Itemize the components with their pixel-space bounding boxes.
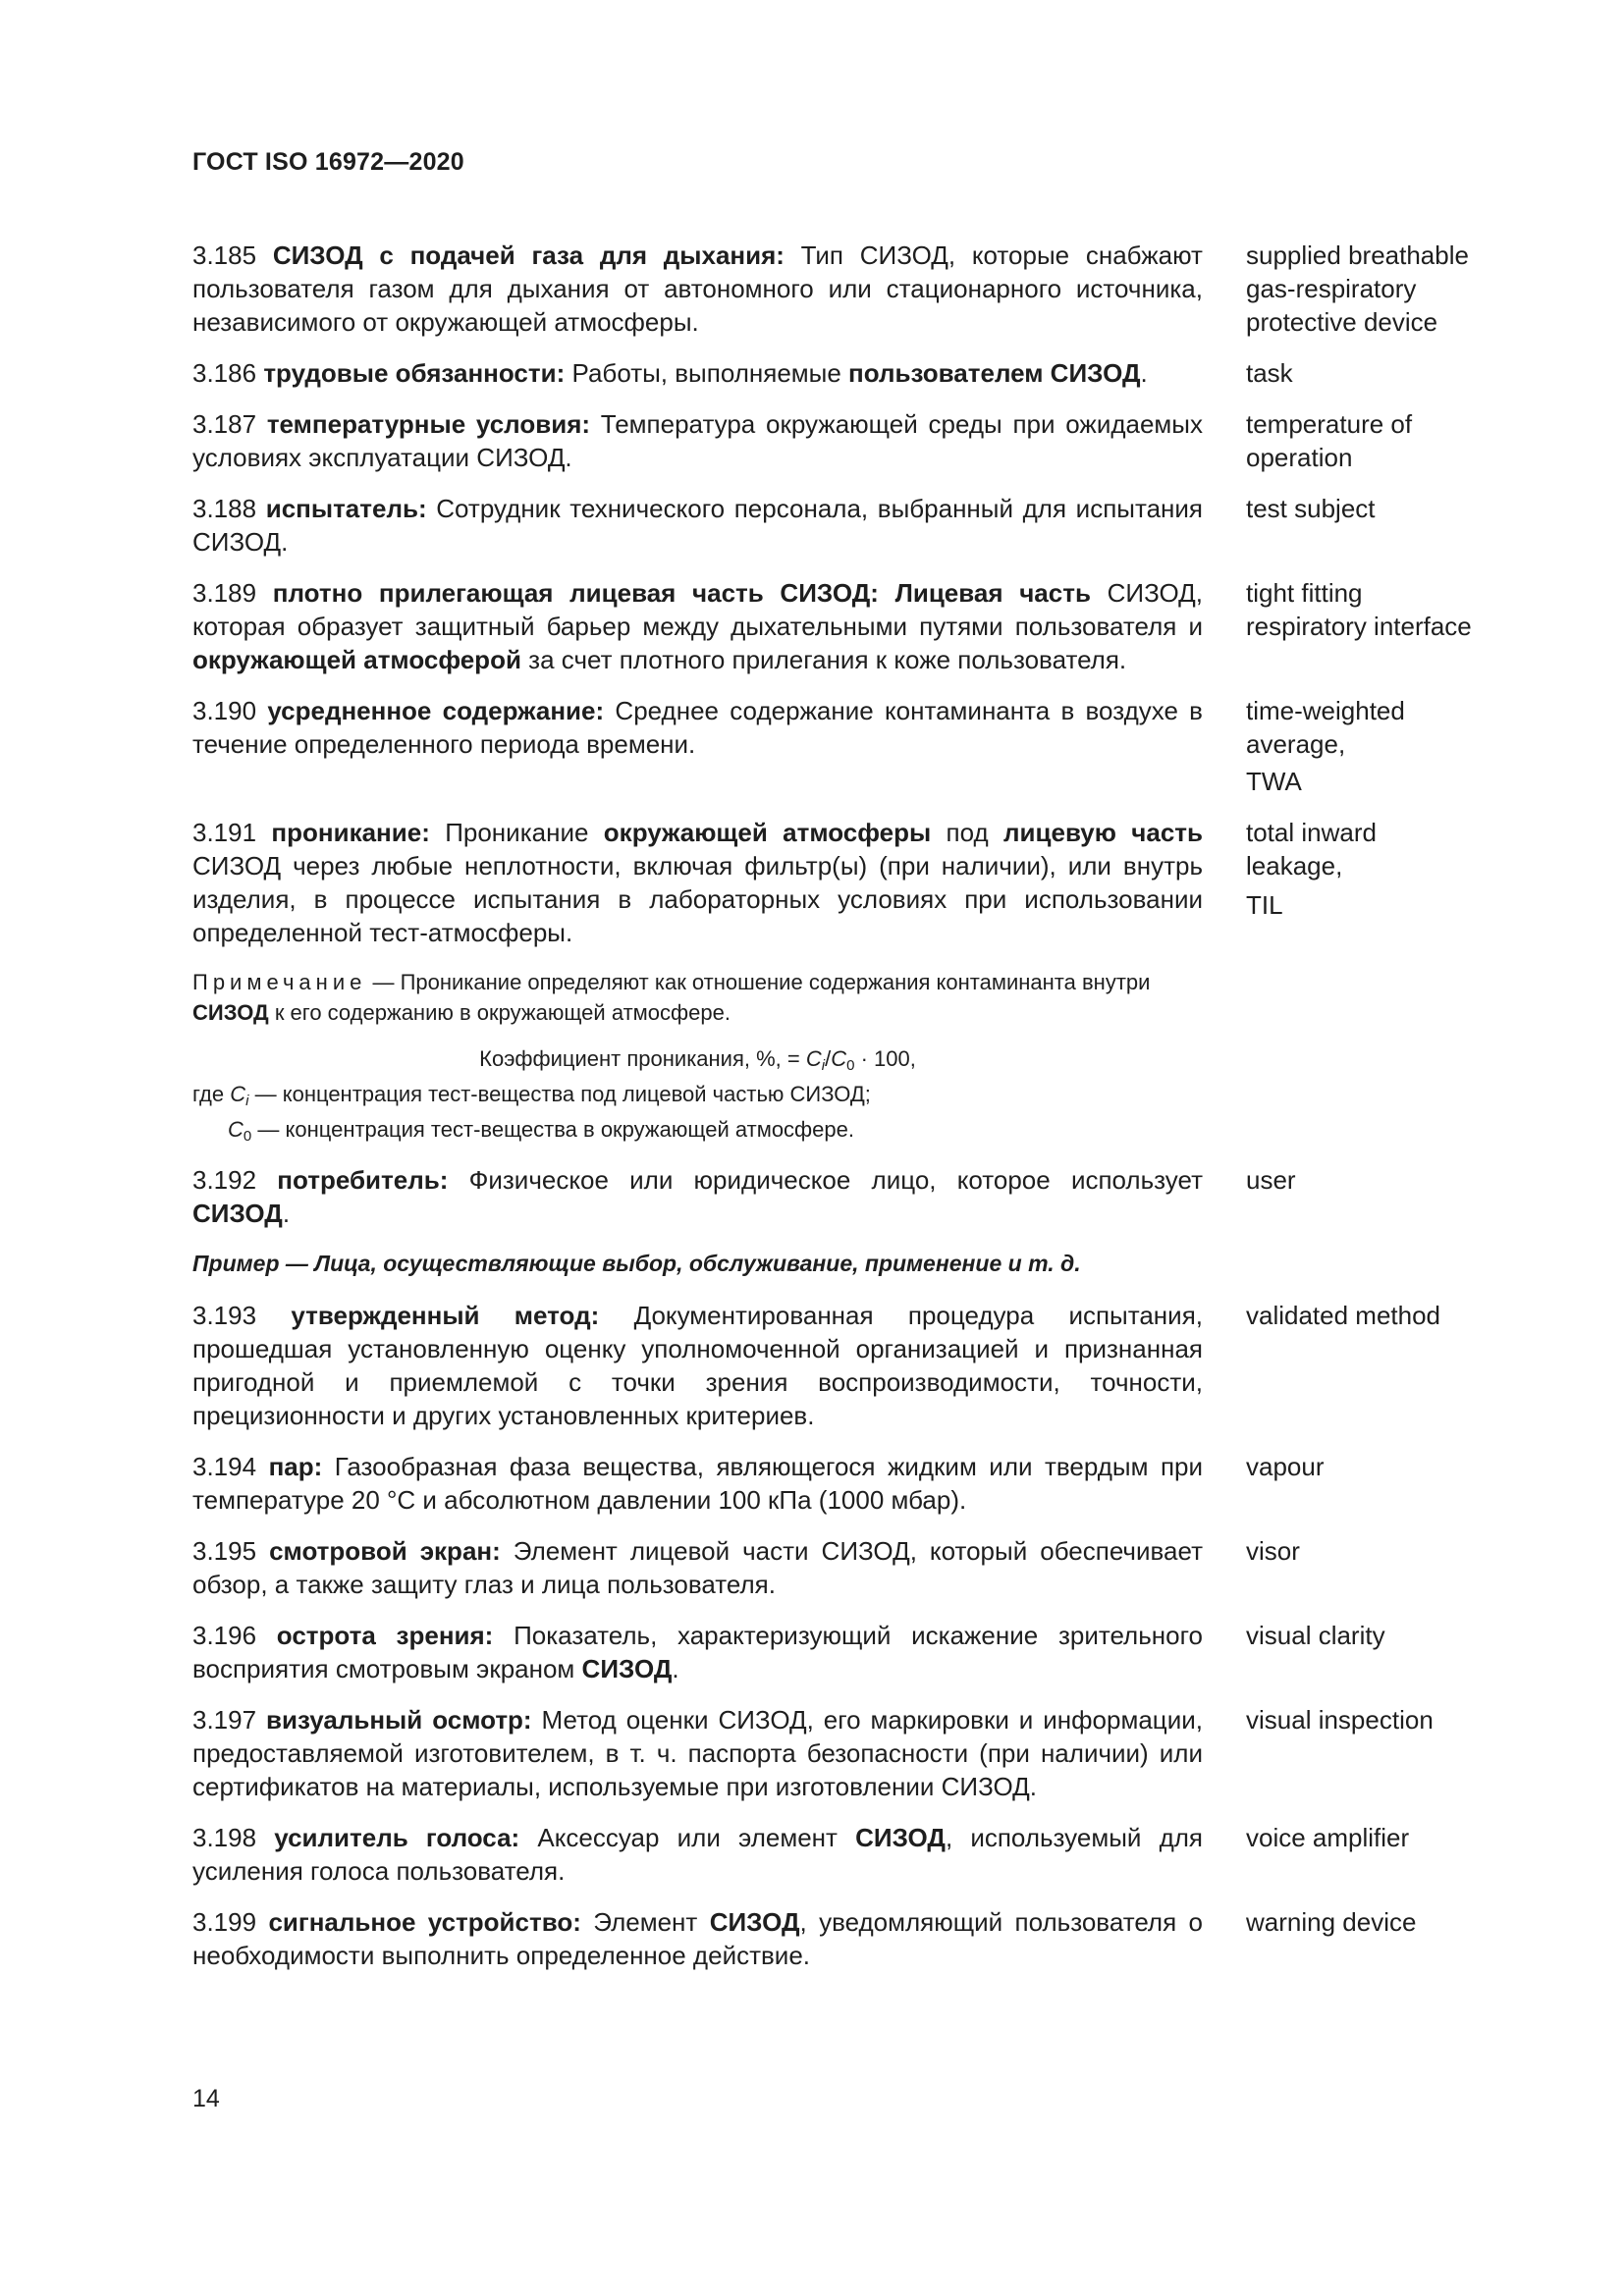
term-english: visual clarity: [1246, 1621, 1385, 1650]
term-entry-3-199: [192, 1905, 1500, 1972]
term-entry-3-197: [192, 1703, 1500, 1803]
term-definition: 3.188 испытатель: Сотрудник технического персонала, выбранный для испытания СИЗОД.: [192, 494, 1204, 557]
formula-where-ci: где $C_i$ — концентрация тест-вещества под лицевой частью СИЗОД;: [192, 1082, 871, 1109]
term-entry-3-198: [192, 1821, 1500, 1888]
term-entry-3-189: [192, 576, 1500, 676]
term-english: task: [1246, 358, 1293, 388]
example-3-192: Пример — Лица, осуществляющие выбор, обслуживание, применение и т. д.: [192, 1251, 1081, 1276]
term-name: пар:: [268, 1452, 323, 1481]
term-name: усилитель голоса:: [274, 1823, 520, 1852]
terms-list: [192, 239, 1500, 1990]
term-entry-3-191: [192, 816, 1500, 949]
term-english: vapour: [1246, 1452, 1325, 1481]
term-definition: 3.198 усилитель голоса: Аксессуар или элемент СИЗОД, используемый для усиления голоса пользователя.: [192, 1823, 1203, 1886]
term-entry-3-187: [192, 407, 1500, 474]
term-name: температурные условия:: [266, 409, 591, 439]
term-english: visual inspection: [1246, 1705, 1434, 1735]
term-entry-3-196: [192, 1619, 1500, 1685]
term-definition: 3.185 СИЗОД с подачей газа для дыхания: Тип СИЗОД, которые снабжают пользователя газом для дыхания от автономного или стационарного источника, независимого от окружающей атмосферы.: [192, 240, 1203, 337]
note-label: Примечание: [192, 970, 367, 994]
term-entry-3-193: [192, 1299, 1500, 1432]
term-english: user: [1246, 1165, 1296, 1195]
term-entry-3-190: [192, 694, 1500, 798]
term-entry-3-186: [192, 356, 1500, 390]
term-name: плотно прилегающая лицевая часть СИЗОД:: [272, 578, 879, 608]
term-definition: 3.193 утвержденный метод: Документированная процедура испытания, прошедшая установленную оценку уполномоченной организацией и признанная пригодной и приемлемой с точки зрения воспроизводимости, точности, прецизионности и других установленных критериев.: [192, 1301, 1203, 1430]
term-definition: 3.194 пар: Газообразная фаза вещества, являющегося жидким или твердым при температуре 20 °С и абсолютном давлении 100 кПа (1000 мбар).: [192, 1452, 1204, 1515]
term-definition: 3.186 трудовые обязанности: Работы, выполняемые пользователем СИЗОД.: [192, 358, 1148, 388]
term-definition: 3.190 усредненное содержание: Среднее содержание контаминанта в воздухе в течение определенного периода времени.: [192, 696, 1203, 759]
term-english: tight fitting respiratory interface: [1246, 578, 1472, 641]
term-entry-3-185: [192, 239, 1500, 339]
term-name: СИЗОД с подачей газа для дыхания:: [272, 240, 785, 270]
term-entry-3-192: [192, 1163, 1500, 1230]
term-entry-3-188: [192, 492, 1500, 559]
term-english: visor: [1246, 1536, 1300, 1566]
term-name: визуальный осмотр:: [266, 1705, 532, 1735]
term-english: warning device: [1246, 1907, 1417, 1937]
term-definition: 3.191 проникание: Проникание окружающей атмосферы под лицевую часть СИЗОД через любые неплотности, включая фильтр(ы) (при наличии), или внутрь изделия, в процессе испытания в лабораторных условиях при использовании определенной тест-атмосферы.: [192, 818, 1204, 947]
term-name: усредненное содержание:: [267, 696, 605, 725]
term-english: supplied breathable gas-respiratory protective device: [1246, 240, 1469, 337]
term-name: острота зрения:: [276, 1621, 494, 1650]
term-english: temperature of operation: [1246, 409, 1413, 472]
term-definition: 3.196 острота зрения: Показатель, характеризующий искажение зрительного восприятия смотровым экраном СИЗОД.: [192, 1621, 1203, 1683]
term-english: voice amplifier: [1246, 1823, 1410, 1852]
term-english: total inward leakage, TIL: [1246, 818, 1377, 920]
term-name: потребитель:: [277, 1165, 449, 1195]
term-name: сигнальное устройство:: [268, 1907, 581, 1937]
term-name: утвержденный метод:: [291, 1301, 600, 1330]
term-english: time-weighted average, TWA: [1246, 696, 1405, 796]
term-name: трудовые обязанности:: [263, 358, 566, 388]
term-english: test subject: [1246, 494, 1376, 523]
term-english: validated method: [1246, 1301, 1441, 1330]
term-name: проникание:: [271, 818, 430, 847]
formula: Коэффициент проникания, %, = $C_i/C_0 \cdot 100$,: [479, 1046, 916, 1074]
term-definition: 3.192 потребитель: Физическое или юридическое лицо, которое использует СИЗОД.: [192, 1165, 1203, 1228]
term-name: испытатель:: [265, 494, 427, 523]
term-entry-3-194: [192, 1450, 1500, 1517]
term-definition: 3.187 температурные условия: Температура окружающей среды при ожидаемых условиях эксплуатации СИЗОД.: [192, 409, 1203, 472]
term-definition: 3.197 визуальный осмотр: Метод оценки СИЗОД, его маркировки и информации, предоставляемой изготовителем, в т. ч. паспорта безопасности (при наличии) или сертификатов на материалы, используемые при изготовлении СИЗОД.: [192, 1705, 1203, 1801]
note-3-191: Примечание — Проникание определяют как отношение содержания контаминанта внутри СИЗОД к его содержанию в окружающей атмосфере.: [192, 970, 1151, 1025]
page-number: 14: [192, 2085, 220, 2112]
term-entry-3-195: [192, 1534, 1500, 1601]
term-name: смотровой экран:: [269, 1536, 501, 1566]
document-header: ГОСТ ISO 16972—2020: [192, 148, 464, 176]
term-definition: 3.189 плотно прилегающая лицевая часть СИЗОД: Лицевая часть СИЗОД, которая образует защитный барьер между дыхательными путями пользователя и окружающей атмосферой за счет плотного прилегания к коже пользователя.: [192, 578, 1204, 674]
term-definition: 3.199 сигнальное устройство: Элемент СИЗОД, уведомляющий пользователя о необходимости выполнить определенное действие.: [192, 1907, 1203, 1970]
formula-where-c0: $C_0$ — концентрация тест-вещества в окружающей атмосфере.: [228, 1117, 854, 1145]
term-definition: 3.195 смотровой экран: Элемент лицевой части СИЗОД, который обеспечивает обзор, а также защиту глаз и лица пользователя.: [192, 1536, 1203, 1599]
